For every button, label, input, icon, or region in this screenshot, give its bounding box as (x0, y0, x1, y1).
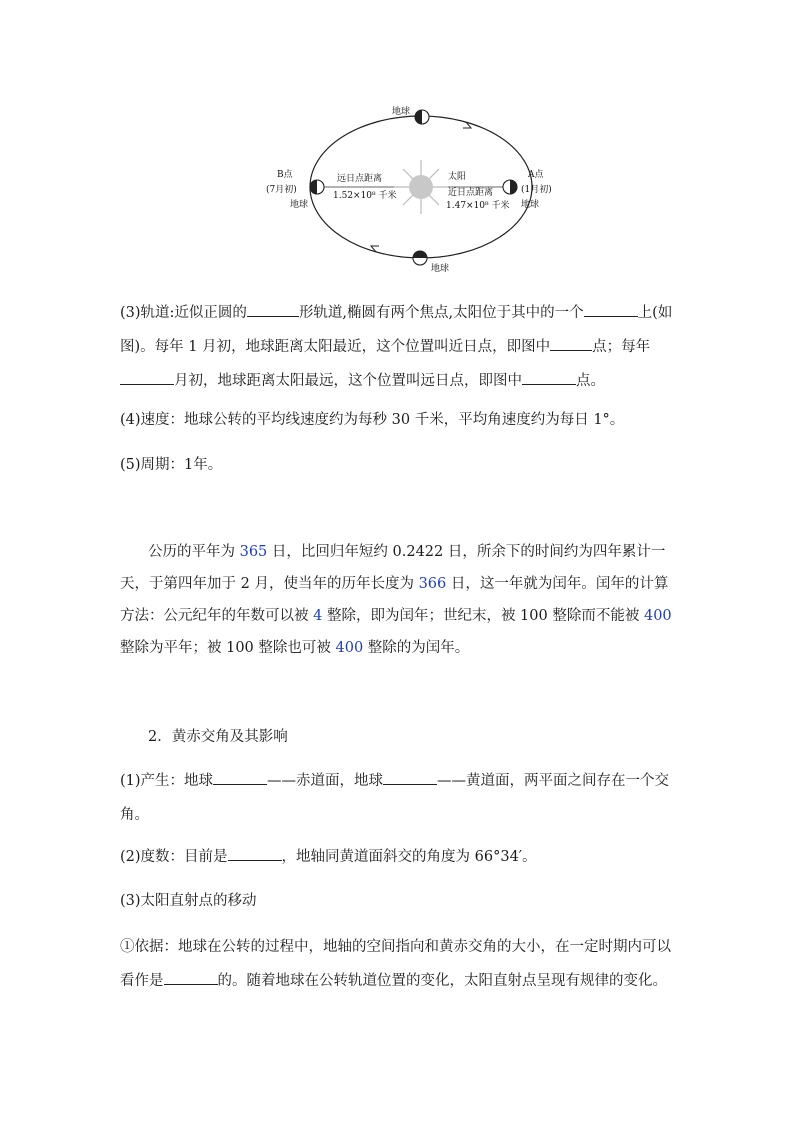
earth-icon-bottom (413, 251, 427, 265)
label-a-point: A点 (528, 170, 544, 180)
blank-aphelion-point[interactable] (522, 369, 576, 385)
produce-paragraph: (1)产生：地球 ——赤道面，地球 ——黄道面，两平面之间存在一个交角。 (120, 764, 676, 832)
blank-obliquity[interactable] (228, 845, 282, 861)
section2-heading: 2．黄赤交角及其影响 (148, 729, 288, 745)
label-b-earth: 地球 (290, 200, 309, 210)
speed-paragraph: (4)速度：地球公转的平均线速度约为每秒 30 千米，平均角速度约为每日 1°。 (120, 412, 625, 428)
earth-icon-b (310, 180, 324, 194)
label-aphelion: 远日点距离 (337, 174, 383, 184)
blank-equator-plane[interactable] (213, 769, 267, 785)
movement-heading: (3)太阳直射点的移动 (120, 893, 257, 909)
label-earth-top: 地球 (392, 107, 411, 117)
earth-icon-top (415, 110, 429, 124)
degree-paragraph: (2)度数：目前是 ，地轴同黄道面斜交的角度为 66°34′。 (120, 840, 676, 874)
label-b-point: B点 (277, 170, 293, 180)
blank-ecliptic-plane[interactable] (383, 769, 437, 785)
label-a-earth: 地球 (521, 200, 540, 210)
blank-orbit-shape[interactable] (247, 301, 299, 317)
blank-aphelion-month[interactable] (120, 369, 174, 385)
earth-icon-a (503, 180, 517, 194)
label-perihelion-value: 1.47×10⁸ 千米 (446, 201, 510, 211)
basis-paragraph: ①依据：地球在公转的过程中，地轴的空间指向和黄赤交角的大小，在一定时期内可以看作是 的。随着地球在公转轨道位置的变化，太阳直射点呈现有规律的变化。 (120, 939, 671, 989)
orbit-paragraph: (3)轨道:近似正圆的 形轨道,椭圆有两个焦点,太阳位于其中的一个 上(如图)。每年 1 月初，地球距离太阳最近，这个位置叫近日点，即图中 点；每年月初，地球距离太阳最远，这个位置叫远日点，即图中 点。 (120, 296, 676, 398)
label-a-time: (1月初) (521, 185, 552, 195)
period-paragraph: (5)周期：1年。 (120, 457, 223, 473)
blank-constant[interactable] (164, 969, 218, 985)
leap-year-paragraph: 公历的平年为 365 日，比回归年短约 0.2422 日，所余下的时间约为四年累计一天，于第四年加于 2 月，使当年的历年长度为 366 日，这一年就为闰年。闰年的计算方法：公元纪年的年数可以被 4 整除，即为闰年；世纪末，被 100 整除而不能被 400 整除为平年；被 100 整除也可被 400 整除的为闰年。 (120, 544, 672, 656)
label-earth-bottom: 地球 (431, 264, 450, 274)
label-b-time: (7月初) (266, 185, 297, 195)
blank-focus[interactable] (584, 301, 638, 317)
sun-icon (394, 160, 448, 214)
blank-perihelion-point[interactable] (550, 335, 592, 351)
label-sun: 太阳 (448, 172, 467, 182)
label-aphelion-value: 1.52×10⁸ 千米 (333, 191, 397, 201)
label-perihelion: 近日点距离 (448, 188, 494, 198)
earth-orbit-diagram (0, 0, 794, 290)
